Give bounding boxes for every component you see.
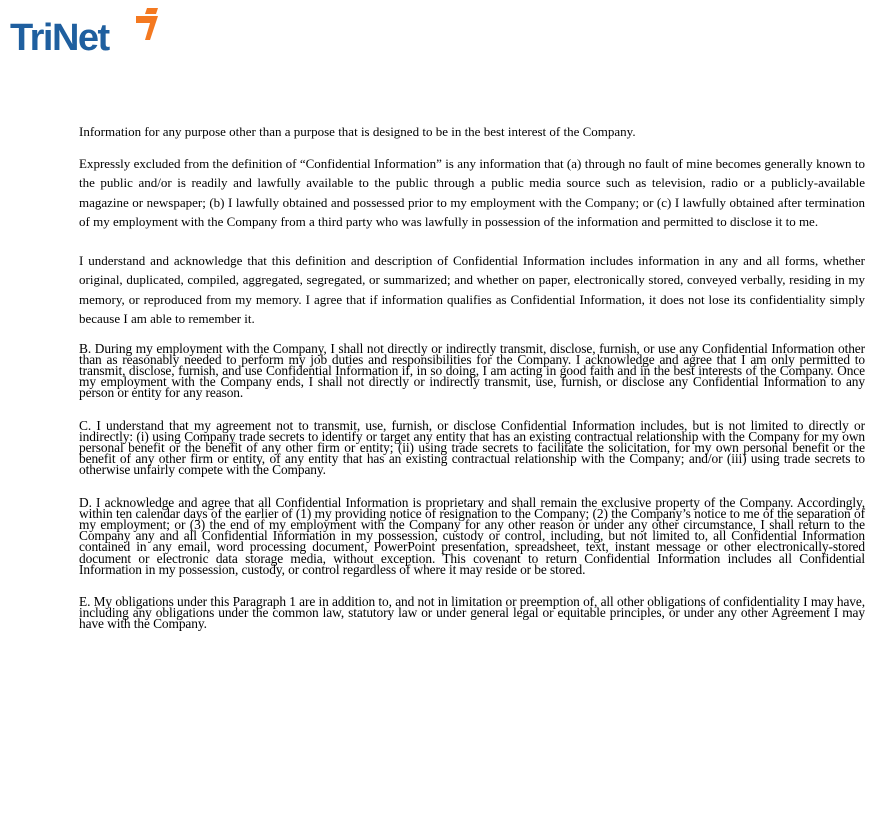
paragraph-information-purpose: Information for any purpose other than a purpose that is designed to be in the best interest of the Company. <box>79 124 636 139</box>
paragraph-section-b: B. During my employment with the Company, I shall not directly or indirectly transmit, disclose, furnish, or use any Confidential Information other than as reasonably needed to perform my job duties and responsibilities for the Company. I acknowledge and agree that I am only permitted to transmit, disclose, furnish, and use Confidential Information if, in so doing, I am acting in good faith and in the best interests of the Company. Once my employment with the Company ends, I shall not directly or indirectly transmit, use, furnish, or disclose any Confidential Information to any person or entity for any reason. <box>79 340 865 401</box>
logo-wordmark: TriNet <box>10 17 109 59</box>
paragraph-section-e: E. My obligations under this Paragraph 1 are in addition to, and not in limitation or preemption of, all other obligations of confidentiality I may have, including any obligations under the common law, statutory law or under general legal or equitable principles, or under any other Agreement I may have with the Company. <box>79 593 865 632</box>
paragraph-exclusions: Expressly excluded from the definition of “Confidential Information” is any information that (a) through no fault of mine becomes generally known to the public and/or is readily and lawfully available to the public through a public media source such as television, radio or a publicly-available magazine or newspaper; (b) I lawfully obtained and possessed prior to my employment with the Company; or (c) I lawfully obtained after termination of my employment with the Company from a third party who was lawfully in possession of the information and permitted to disclose it to me. <box>79 155 865 229</box>
orange-arrow-icon <box>128 8 168 42</box>
document-body <box>79 122 865 630</box>
paragraph-section-c: C. I understand that my agreement not to transmit, use, furnish, or disclose Confidential Information includes, but is not limited to directly or indirectly: (i) using Company trade secrets to identify or target any entity that has an existing contractual relationship with the Company for my own personal benefit or the benefit of any other firm or entity; (ii) using trade secrets to facilitate the solicitation, for my own personal benefit or the benefit of any other firm or entity, of any entity that has an existing contractual relationship with the Company; and/or (iii) using trade secrets to otherwise unfairly compete with the Company. <box>79 417 865 478</box>
paragraph-section-d: D. I acknowledge and agree that all Confidential Information is proprietary and shall remain the exclusive property of the Company. Accordingly, within ten calendar days of the earlier of (1) my providing notice of resignation to the Company; (2) the Company’s notice to me of the separation of my employment; or (3) the end of my employment with the Company for any other reason or under any other circumstance, I shall return to the Company any and all Confidential Information in my possession, custody or control, including, but not limited to, all Confidential Information contained in any email, word processing document, PowerPoint presentation, spreadsheet, text, instant message or other electronically-stored document or electronic data storage media, without exception. This covenant to return Confidential Information includes all Confidential Information in my possession, custody, or control regardless of where it may reside or be stored. <box>79 494 865 577</box>
trinet-logo <box>10 8 160 60</box>
paragraph-acknowledgement: I understand and acknowledge that this definition and description of Confidential Information includes information in any and all forms, whether original, duplicated, compiled, aggregated, segregated, or summarized; and whether on paper, electronically stored, conveyed verbally, residing in my memory, or reproduced from my memory. I agree that if information qualifies as Confidential Information, it does not lose its confidentiality simply because I am able to remember it. <box>79 252 865 326</box>
arrow-chevron-small <box>145 8 158 14</box>
arrow-chevron-large <box>136 16 158 40</box>
